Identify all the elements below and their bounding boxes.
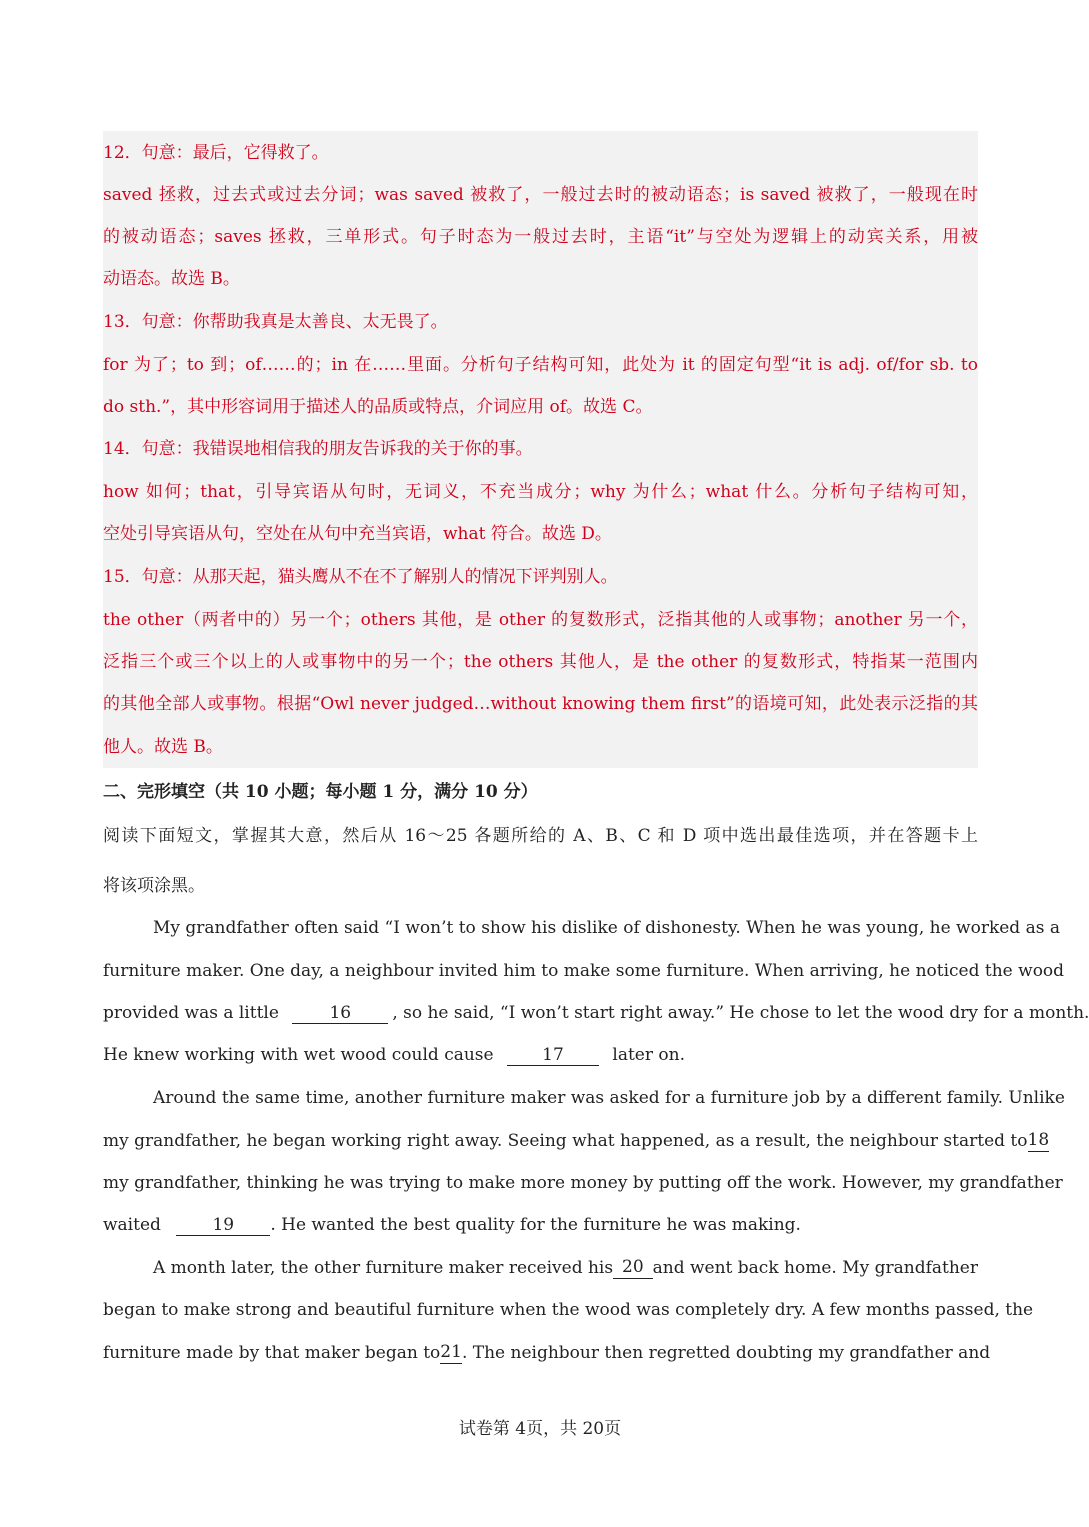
passage-text: waited [103,1215,161,1235]
answer-14-line: 空处引导宾语从句，空处在从句中充当宾语，what 符合。故选 D。 [103,524,612,544]
answer-15-line: the other（两者中的）另一个；others 其他，是 other 的复数形式，泛指其他的人或事物；another 另一个， [103,610,978,630]
passage-line: furniture maker. One day, a neighbour invited him to make some furniture. When arriving, he noticed the wood [103,961,1065,981]
answer-15-title: 15．句意：从那天起，猫头鹰从不在不了解别人的情况下评判别人。 [103,567,618,587]
passage-line [103,1342,991,1364]
answer-12-title: 12．句意：最后，它得救了。 [103,143,329,163]
section-instruction: 将该项涂黑。 [103,876,205,896]
answer-12-line: saved 拯救，过去式或过去分词；was saved 被救了，一般过去时的被动语态；is saved 被救了，一般现在时 [103,185,978,205]
passage-text: . The neighbour then regretted doubting my grandfather and [461,1343,991,1363]
passage-text: . He wanted the best quality for the furniture he was making. [270,1215,801,1235]
passage-line [103,1044,978,1066]
section-title: 二、完形填空（共 10 小题；每小题 1 分，满分 10 分） [103,782,538,802]
blank-18[interactable]: 18 [1027,1130,1050,1150]
page-footer: 试卷第 4页，共 20页 [458,1419,622,1439]
passage-line [103,1002,1089,1024]
passage-line: Around the same time, another furniture maker was asked for a furniture job by a different family. Unlike [153,1088,1065,1108]
blank-19[interactable]: 19 [176,1215,270,1236]
answer-15-line: 的其他全部人或事物。根据“Owl never judged…without knowing them first”的语境可知，此处表示泛指的其 [103,694,978,714]
passage-text: my grandfather, he began working right away. Seeing what happened, as a result, the neighbour started to [103,1131,1028,1151]
passage-text: provided was a little [103,1003,279,1023]
passage-text: later on. [612,1045,685,1065]
blank-17[interactable]: 17 [507,1045,599,1066]
answer-15-line: 泛指三个或三个以上的人或事物中的另一个；the others 其他人，是 the other 的复数形式，特指某一范围内 [103,652,978,672]
passage-text: He knew working with wet wood could cause [103,1045,494,1065]
answer-13-title: 13．句意：你帮助我真是太善良、太无畏了。 [103,312,448,332]
blank-20[interactable]: 20 [613,1257,653,1279]
passage-line [103,1214,978,1236]
passage-text: , so he said, “I won’t start right away.” He chose to let the wood dry for a month. [392,1003,1089,1023]
passage-line: my grandfather, thinking he was trying to make more money by putting off the work. However, my grandfather [103,1173,1063,1193]
blank-16[interactable]: 16 [292,1003,388,1024]
passage-line: began to make strong and beautiful furniture when the wood was completely dry. A few months passed, the [103,1300,1034,1320]
answer-15-line: 他人。故选 B。 [103,737,223,757]
passage-text: furniture made by that maker began to [103,1343,441,1363]
answer-14-title: 14．句意：我错误地相信我的朋友告诉我的关于你的事。 [103,439,533,459]
passage-line [153,1257,978,1279]
answer-13-line: do sth.”，其中形容词用于描述人的品质或特点，介词应用 of。故选 C。 [103,397,653,417]
answer-13-line: for 为了；to 到；of……的；in 在……里面。分析句子结构可知，此处为 it 的固定句型“it is adj. of/for sb. to [103,355,978,375]
answer-12-line: 的被动语态；saves 拯救，三单形式。句子时态为一般过去时，主语“it”与空处为逻辑上的动宾关系，用被 [103,227,978,247]
passage-text: A month later, the other furniture maker received his [153,1258,614,1278]
answer-14-line: how 如何；that，引导宾语从句时，无词义，不充当成分；why 为什么；what 什么。分析句子结构可知， [103,482,978,502]
passage-line: My grandfather often said “I won’t to show his dislike of dishonesty. When he was young, he worked as a [153,918,1060,938]
answer-12-line: 动语态。故选 B。 [103,269,240,289]
blank-21[interactable]: 21 [440,1342,462,1362]
passage-line [103,1130,1050,1152]
passage-text: and went back home. My grandfather [652,1258,978,1278]
section-instruction: 阅读下面短文，掌握其大意，然后从 16～25 各题所给的 A、B、C 和 D 项中选出最佳选项，并在答题卡上 [103,826,978,846]
